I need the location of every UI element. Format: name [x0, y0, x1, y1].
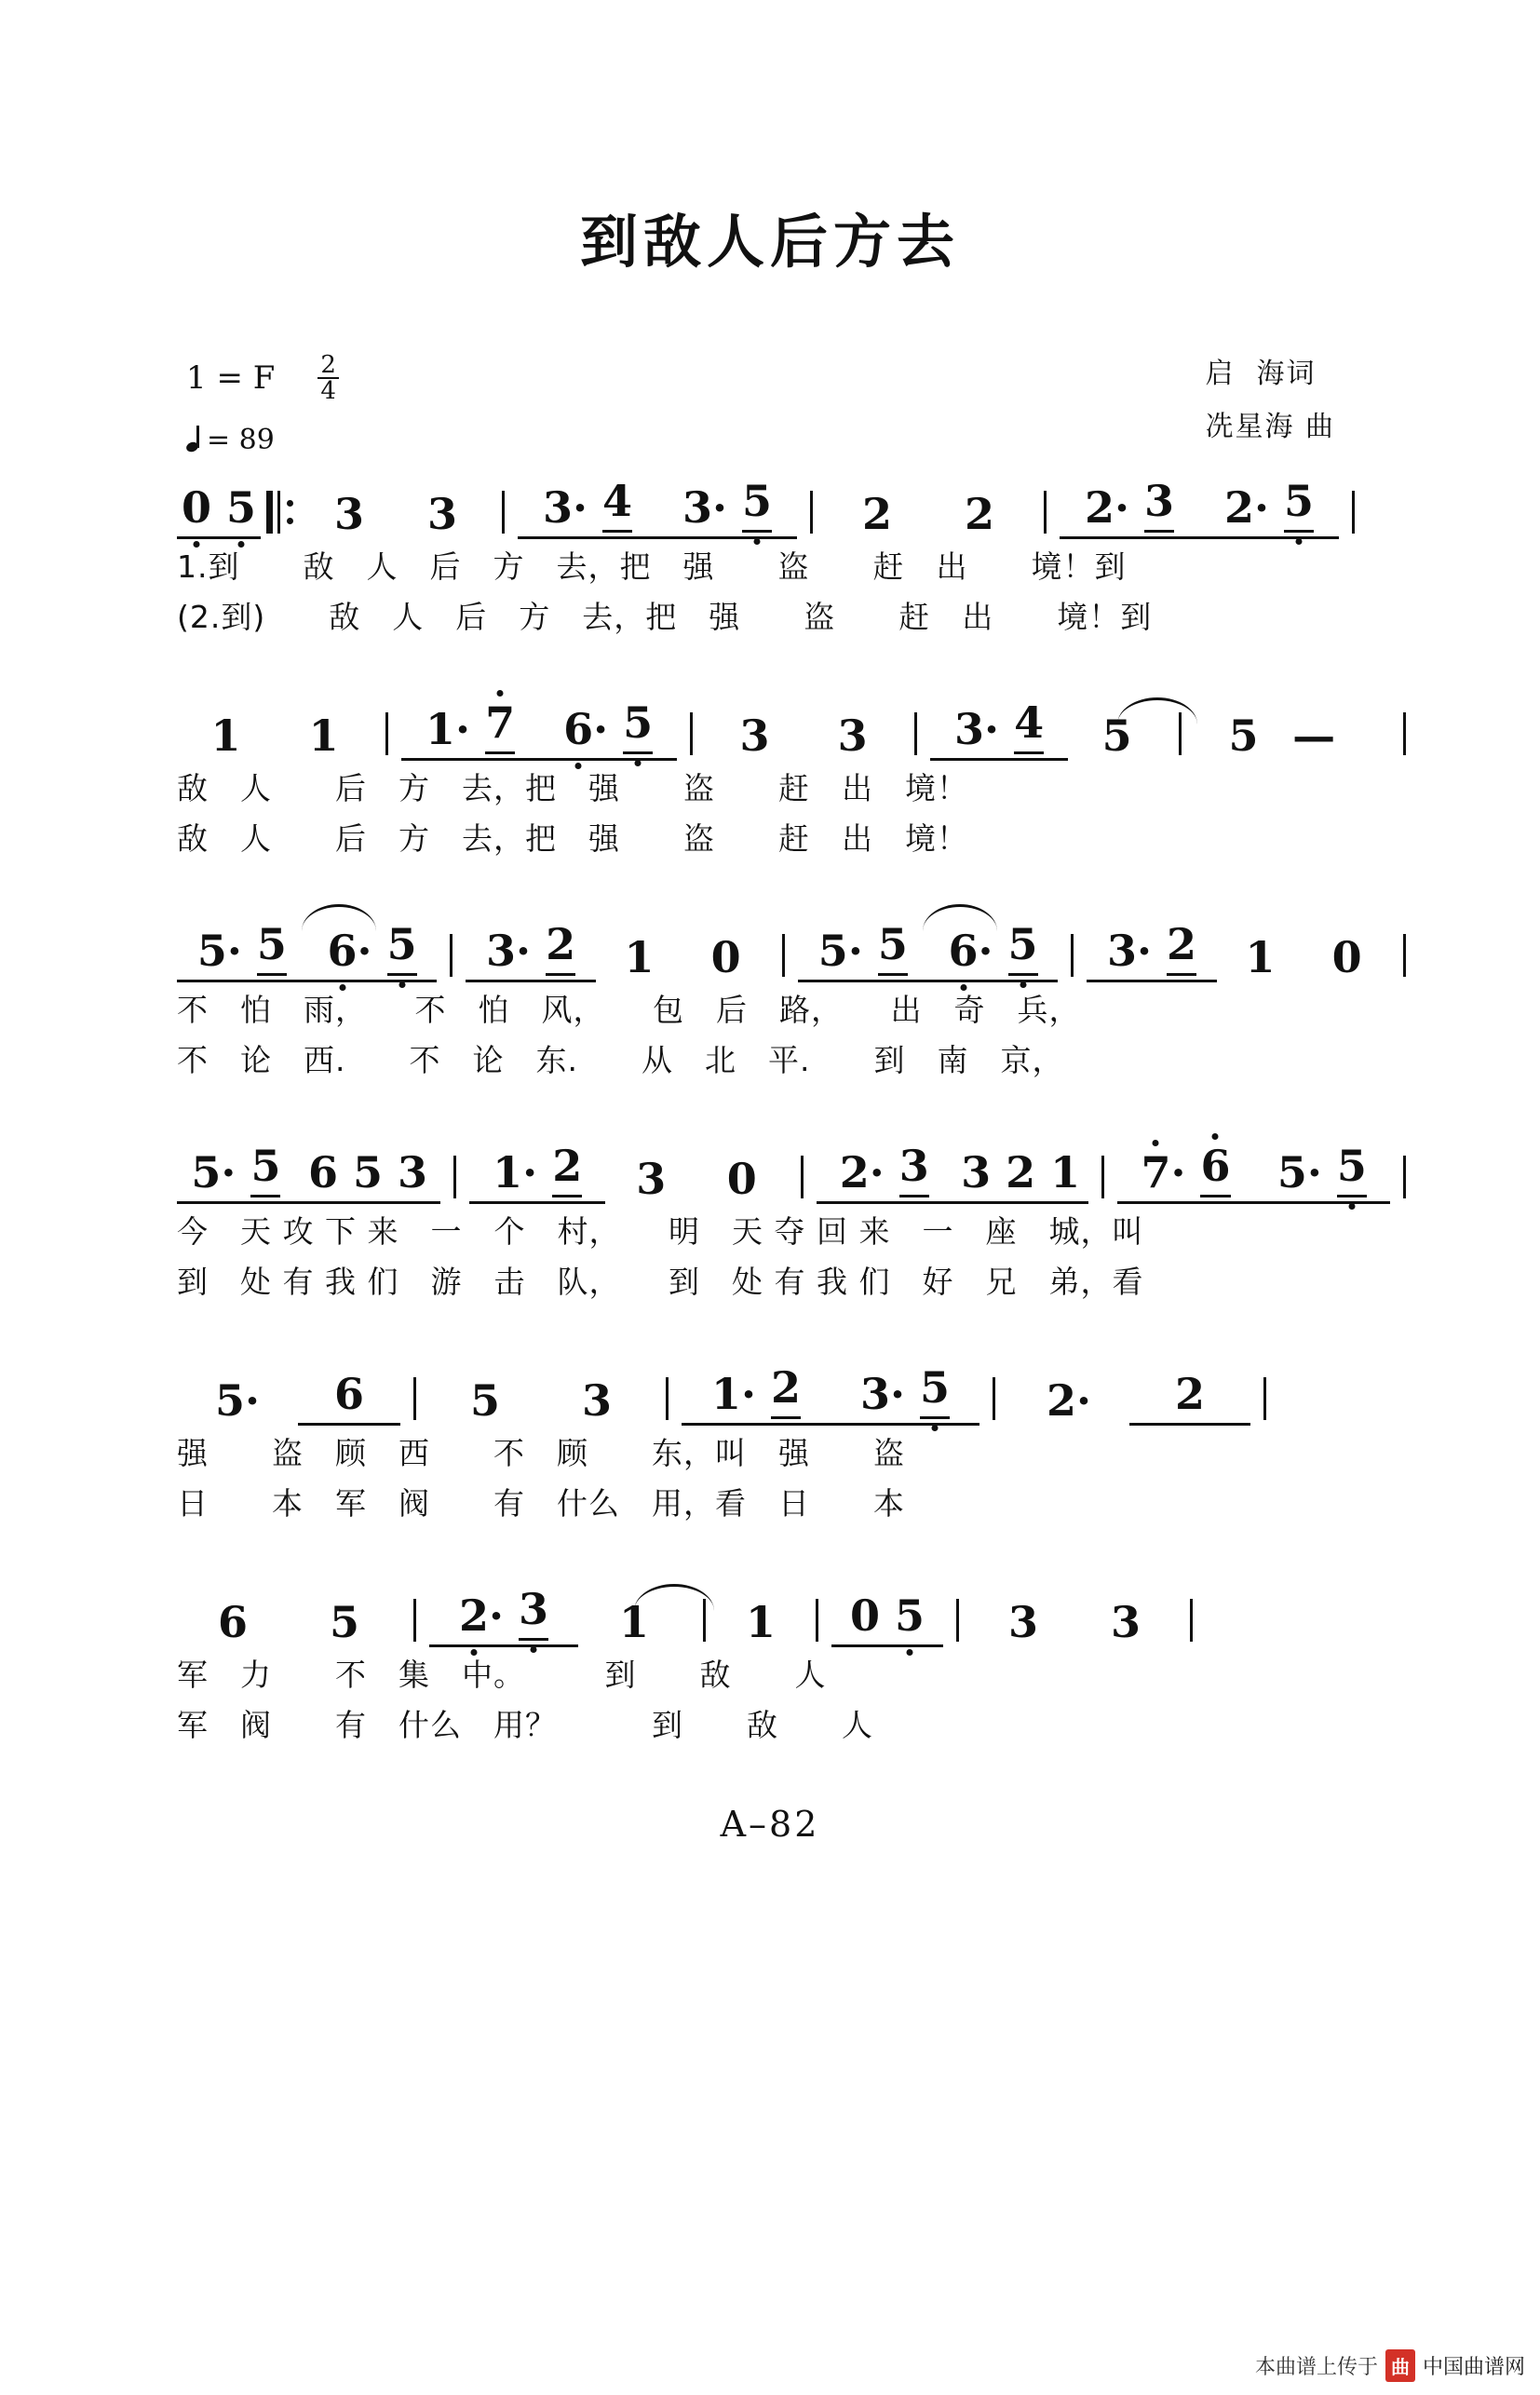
- tie-icon: [634, 1584, 714, 1611]
- tempo-value: = 89: [207, 424, 275, 456]
- composer: 冼星海 曲: [1205, 411, 1335, 443]
- lyric-verse-2: 敌 人 后 方 去，把 强 盗 赶 出 境！: [177, 819, 968, 857]
- notation-line: 1 1 1 · 7 6 · 5 3 3 3 · 4 5 5 —: [177, 696, 1419, 761]
- lyric-verse-1: 今 天 攻 下 来 一 个 村， 明 天 夺 回 来 一 座 城，叫: [177, 1212, 1144, 1250]
- page-number: A–82: [720, 1804, 820, 1845]
- music-system-6: [121, 1582, 1419, 1748]
- lyric-verse-2: 日 本 军 阀 有 什么 用，看 日 本: [177, 1484, 905, 1522]
- lyric-verse-1: 1.到 敌 人 后 方 去，把 强 盗 赶 出 境！到: [177, 548, 1127, 585]
- footer-note: 本曲谱上传于: [1254, 2356, 1378, 2379]
- music-system-4: [121, 1139, 1419, 1305]
- tempo-marking: [186, 424, 339, 456]
- key-and-meter: [186, 353, 339, 456]
- time-signature: $\frac{2}{4}$: [317, 353, 339, 403]
- notation-line: 5 · 5 6 5 3 1 · 2 3 0 2 · 3 3 2 1 7 · 6 5 · 5: [177, 1139, 1419, 1204]
- lyric-verse-2: 到 处 有 我 们 游 击 队， 到 处 有 我 们 好 兄 弟，看: [177, 1263, 1144, 1300]
- notation-line: 6 5 2 · 3 1 1 0 5 3 3: [177, 1582, 1419, 1647]
- lyric-verse-1: 敌 人 后 方 去，把 强 盗 赶 出 境！: [177, 769, 968, 806]
- lyric-verse-2: (2.到) 敌 人 后 方 去，把 强 盗 赶 出 境！到: [177, 598, 1153, 635]
- music-system-2: [121, 696, 1419, 861]
- key-signature: 1 = F: [186, 359, 276, 397]
- site-name[interactable]: 中国曲谱网: [1422, 2356, 1525, 2379]
- notation-line: 5· 6 5 3 1 · 2 3 · 5 2· 2: [177, 1360, 1419, 1426]
- lyric-verse-1: 强 盗 顾 西 不 顾 东，叫 强 盗: [177, 1434, 905, 1471]
- sheet-music-page: [0, 196, 1540, 2395]
- lyric-verse-1: 军 力 不 集 中。 到 敌 人: [177, 1656, 827, 1693]
- notation-line: 0 5 3 3 3 · 4 3 · 5 2 2 2 · 3 2 · 5: [177, 474, 1419, 539]
- music-system-3: [121, 917, 1419, 1083]
- page-title: 到敌人后方去: [579, 208, 960, 276]
- score-header: [121, 334, 1419, 474]
- music-system-5: [121, 1360, 1419, 1526]
- lyricist: 启 海词: [1205, 358, 1317, 390]
- lyric-verse-2: 军 阀 有 什么 用？ 到 敌 人: [177, 1706, 873, 1743]
- lyric-verse-2: 不 论 西. 不 论 东. 从 北 平. 到 南 京，: [177, 1041, 1064, 1078]
- lyric-verse-1: 不 怕 雨， 不 怕 风， 包 后 路， 出 奇 兵，: [177, 991, 1081, 1028]
- credits: [1205, 347, 1335, 453]
- music-system-1: [121, 474, 1419, 640]
- quarter-note-icon: [186, 426, 201, 454]
- tie-icon: [1117, 697, 1197, 724]
- site-logo-icon: 曲: [1385, 2349, 1415, 2382]
- footer-watermark: [1255, 2349, 1525, 2382]
- repeat-start-icon: [266, 491, 293, 534]
- notation-line: 5 · 5 6 · 5 3 · 2 1 0 5 · 5 6 · 5 3 · 2 1 0: [177, 917, 1419, 982]
